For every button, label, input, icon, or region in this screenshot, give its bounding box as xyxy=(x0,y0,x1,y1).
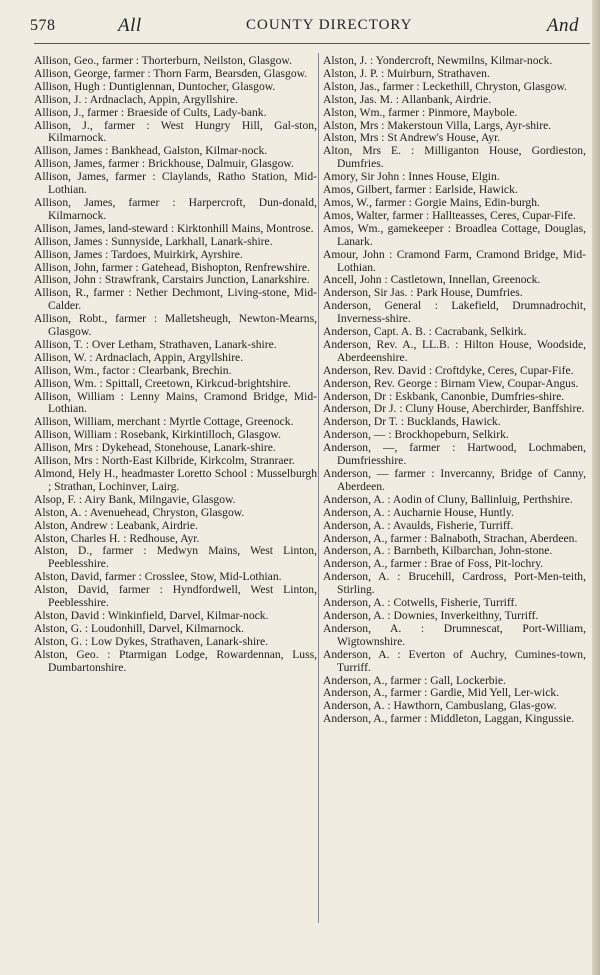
directory-entry: Anderson, A., farmer : Middleton, Laggan, Kingussie. xyxy=(323,712,575,726)
directory-entry: Allison, John, farmer : Gatehead, Bishopton, Renfrewshire. xyxy=(34,260,310,274)
directory-entry: Anderson, A., farmer : Gall, Lockerbie. xyxy=(323,673,506,687)
page-binding-edge xyxy=(592,0,600,975)
directory-entry: Alston, Jas., farmer : Leckethill, Chryston, Glasgow. xyxy=(323,79,567,93)
directory-entry: Allison, J., farmer : Braeside of Cults, Lady-bank. xyxy=(34,105,267,119)
directory-entry: Alston, David, farmer : Hyndfordwell, West Linton, Peeblesshire. xyxy=(34,583,317,610)
directory-entry: Anderson, General : Lakefield, Drumnadrochit, Inverness-shire. xyxy=(323,299,586,326)
directory-entry: Alston, Mrs : St Andrew's House, Ayr. xyxy=(323,131,501,145)
directory-entry: Anderson, Capt. A. B. : Cacrabank, Selkirk. xyxy=(323,325,527,339)
directory-entry: Anderson, Rev. George : Birnam View, Coupar-Angus. xyxy=(323,376,579,390)
directory-entry: Alston, D., farmer : Medwyn Mains, West Linton, Peeblesshire. xyxy=(34,544,317,571)
directory-entry: Allison, W. : Ardnaclach, Appin, Argyllshire. xyxy=(34,350,244,364)
directory-entry: Anderson, — : Brockhopeburn, Selkirk. xyxy=(323,428,509,442)
directory-entry: Allison, James : Bankhead, Galston, Kilmar-nock. xyxy=(34,144,268,158)
directory-entry: Allison, J., farmer : West Hungry Hill, Gal-ston, Kilmarnock. xyxy=(34,118,317,145)
directory-entry: Allison, James, farmer : Harpercroft, Dun-donald, Kilmarnock. xyxy=(34,195,317,222)
directory-entry: Allison, James : Sunnyside, Larkhall, Lanark-shire. xyxy=(34,234,273,248)
directory-entry: Anderson, —, farmer : Hartwood, Lochmaben, Dumfriesshire. xyxy=(323,441,586,468)
directory-entry: Amos, Walter, farmer : Hallteasses, Ceres, Cupar-Fife. xyxy=(323,208,576,222)
directory-entry: Anderson, Dr J. : Cluny House, Aberchirder, Banffshire. xyxy=(323,402,585,416)
directory-entry: Alston, A. : Avenuehead, Chryston, Glasgow. xyxy=(34,505,245,519)
directory-entry: Amour, John : Cramond Farm, Cramond Bridge, Mid-Lothian. xyxy=(323,247,586,274)
directory-entry: Alston, David, farmer : Crosslee, Stow, Mid-Lothian. xyxy=(34,570,282,584)
directory-entry: Allison, James, land-steward : Kirktonhill Mains, Montrose. xyxy=(34,221,314,235)
directory-entry: Allison, George, farmer : Thorn Farm, Bearsden, Glasgow. xyxy=(34,66,308,80)
directory-entry: Anderson, A. : Drumnescat, Port-William, Wigtownshire. xyxy=(323,621,586,648)
directory-entry: Alston, David : Winkinfield, Darvel, Kilmar-nock. xyxy=(34,608,269,622)
directory-entry: Amos, W., farmer : Gorgie Mains, Edin-burgh. xyxy=(323,195,540,209)
directory-entry: Alston, J. P. : Muirburn, Strathaven. xyxy=(323,66,490,80)
directory-entry: Alsop, F. : Airy Bank, Milngavie, Glasgow. xyxy=(34,492,236,506)
directory-entry: Anderson, A., farmer : Balnaboth, Strachan, Aberdeen. xyxy=(323,531,578,545)
directory-entry: Alton, Mrs E. : Milliganton House, Gordieston, Dumfries. xyxy=(323,144,586,171)
directory-entry: Alston, G. : Loudonhill, Darvel, Kilmarnock. xyxy=(34,621,244,635)
directory-entry: Anderson, A. : Avaulds, Fisherie, Turriff. xyxy=(323,518,514,532)
directory-entry: Alston, Mrs : Makerstoun Villa, Largs, Ayr-shire. xyxy=(323,118,552,132)
directory-entry: Almond, Hely H., headmaster Loretto School : Musselburgh ; Strathan, Lochinver, Lairg. xyxy=(34,467,317,493)
directory-entry: Alston, Charles H. : Redhouse, Ayr. xyxy=(34,531,200,545)
directory-entry: Anderson, A. : Hawthorn, Cambuslang, Glas-gow. xyxy=(323,699,557,713)
directory-entry: Anderson, — farmer : Invercanny, Bridge of Canny, Aberdeen. xyxy=(323,467,586,493)
directory-entry: Anderson, Sir Jas. : Park House, Dumfries. xyxy=(323,286,523,300)
directory-entry: Allison, James, farmer : Claylands, Ratho Station, Mid-Lothian. xyxy=(34,170,317,197)
directory-entry: Anderson, A. : Cotwells, Fisherie, Turriff. xyxy=(323,596,518,610)
page-title: COUNTY DIRECTORY xyxy=(246,17,413,33)
directory-entry: Anderson, A., farmer : Brae of Foss, Pit-lochry. xyxy=(323,557,544,571)
left-column xyxy=(34,55,317,675)
directory-entry: Amos, Wm., gamekeeper : Broadlea Cottage, Douglas, Lanark. xyxy=(323,221,586,248)
directory-entry: Allison, John : Strawfrank, Carstairs Junction, Lanarkshire. xyxy=(34,273,310,287)
directory-entry: Anderson, A. : Aucharnie House, Huntly. xyxy=(323,505,514,519)
directory-entry: Amos, Gilbert, farmer : Earlside, Hawick. xyxy=(323,183,518,197)
directory-entry: Allison, Wm., factor : Clearbank, Brechin. xyxy=(34,363,232,377)
directory-entry: Allison, Hugh : Duntiglennan, Duntocher, Glasgow. xyxy=(34,79,276,93)
header-rule xyxy=(34,43,590,44)
header-left-guide-word: All xyxy=(118,15,142,36)
directory-entry: Alston, Wm., farmer : Pinmore, Maybole. xyxy=(323,105,518,119)
directory-entry: Alston, G. : Low Dykes, Strathaven, Lanark-shire. xyxy=(34,634,269,648)
directory-entry: Allison, Wm. : Spittall, Creetown, Kirkcud-brightshire. xyxy=(34,376,291,390)
directory-entry: Anderson, Dr : Eskbank, Canonbie, Dumfries-shire. xyxy=(323,389,565,403)
page-number: 578 xyxy=(30,17,56,34)
header-right-guide-word: And xyxy=(546,15,579,36)
directory-entry: Alston, Jas. M. : Allanbank, Airdrie. xyxy=(323,92,492,106)
directory-entry: Anderson, A. : Aodin of Cluny, Ballinluig, Perthshire. xyxy=(323,492,573,506)
directory-entry: Anderson, A. : Brucehill, Cardross, Port-Men-teith, Stirling. xyxy=(323,570,586,597)
directory-entry: Anderson, A. : Barnbeth, Kilbarchan, John-stone. xyxy=(323,544,553,558)
directory-entry: Alston, J. : Yondercroft, Newmilns, Kilmar-nock. xyxy=(323,54,553,67)
directory-entry: Alston, Geo. : Ptarmigan Lodge, Rowardennan, Luss, Dumbartonshire. xyxy=(34,647,317,674)
page-header xyxy=(30,12,585,40)
directory-entry: Allison, William, merchant : Myrtle Cottage, Greenock. xyxy=(34,415,294,429)
directory-entry: Allison, T. : Over Letham, Strathaven, Lanark-shire. xyxy=(34,337,277,351)
directory-entry: Anderson, A. : Downies, Inverkeithny, Turriff. xyxy=(323,608,539,622)
right-column xyxy=(323,55,586,726)
directory-entry: Allison, William : Rosebank, Kirkintilloch, Glasgow. xyxy=(34,428,281,442)
directory-entry: Anderson, A. : Everton of Auchry, Cumines-town, Turriff. xyxy=(323,647,586,674)
directory-entry: Allison, Geo., farmer : Thorterburn, Neilston, Glasgow. xyxy=(34,54,292,67)
directory-entry: Anderson, A., farmer : Gardie, Mid Yell, Ler-wick. xyxy=(323,686,560,700)
directory-entry: Alston, Andrew : Leabank, Airdrie. xyxy=(34,518,198,532)
directory-entry: Allison, William : Lenny Mains, Cramond Bridge, Mid-Lothian. xyxy=(34,389,317,416)
directory-entry: Allison, James, farmer : Brickhouse, Dalmuir, Glasgow. xyxy=(34,157,294,171)
directory-entry: Allison, James : Tardoes, Muirkirk, Ayrshire. xyxy=(34,247,243,261)
directory-entry: Allison, R., farmer : Nether Dechmont, Living-stone, Mid-Calder. xyxy=(34,286,317,313)
directory-entry: Amory, Sir John : Innes House, Elgin. xyxy=(323,170,500,184)
directory-entry: Allison, J. : Ardnaclach, Appin, Argyllshire. xyxy=(34,92,238,106)
directory-entry: Anderson, Rev. David : Croftdyke, Ceres, Cupar-Fife. xyxy=(323,363,574,377)
directory-entry: Anderson, Rev. A., LL.B. : Hilton House, Woodside, Aberdeenshire. xyxy=(323,337,586,364)
column-divider xyxy=(318,53,319,923)
directory-entry: Anderson, Dr T. : Bucklands, Hawick. xyxy=(323,415,501,429)
directory-entry: Ancell, John : Castletown, Innellan, Greenock. xyxy=(323,273,541,287)
directory-entry: Allison, Mrs : North-East Kilbride, Kirkcolm, Stranraer. xyxy=(34,454,295,468)
directory-entry: Allison, Mrs : Dykehead, Stonehouse, Lanark-shire. xyxy=(34,441,276,455)
directory-entry: Allison, Robt., farmer : Malletsheugh, Newton-Mearns, Glasgow. xyxy=(34,312,317,339)
